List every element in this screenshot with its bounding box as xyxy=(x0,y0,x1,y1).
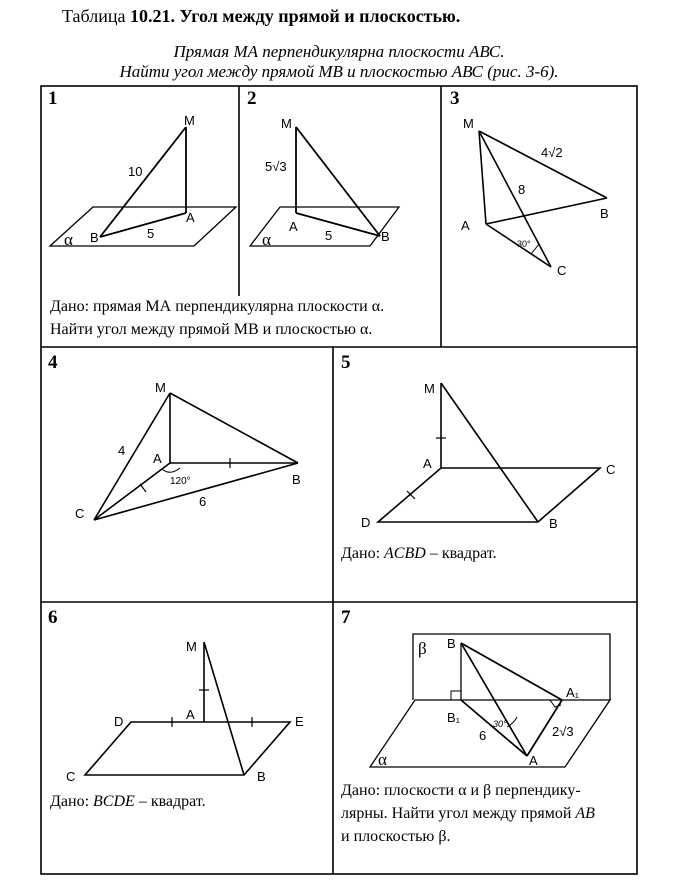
condition-line-1: Прямая МА перпендикулярна плоскости АВС. xyxy=(173,42,505,61)
problem-number-4: 4 xyxy=(48,352,58,373)
problem-number-5: 5 xyxy=(341,352,351,373)
fig5-label-b: B xyxy=(549,516,558,531)
problem-7-line-3: и плоскостью β. xyxy=(341,828,451,845)
fig6-label-m: M xyxy=(186,639,197,654)
fig6-label-e: E xyxy=(295,714,304,729)
fig3-label-angle: 30° xyxy=(517,239,531,249)
fig2-label-m: M xyxy=(281,116,292,131)
problem-number-7: 7 xyxy=(341,607,351,628)
fig2-label-ma: 5√3 xyxy=(265,159,287,174)
fig7-label-aa1: 2√3 xyxy=(552,724,574,739)
fig4-label-mc: 4 xyxy=(118,443,126,458)
fig6-label-b: B xyxy=(257,769,266,784)
fig7-label-ab1: 6 xyxy=(479,728,487,743)
fig4-label-c: C xyxy=(75,506,85,521)
problem-number-6: 6 xyxy=(48,607,58,628)
fig1-label-a: A xyxy=(186,210,195,225)
problem-number-3: 3 xyxy=(450,88,460,109)
fig3-label-b: B xyxy=(600,206,609,221)
fig4-label-a: A xyxy=(153,451,162,466)
fig1-label-ab: 5 xyxy=(147,226,155,241)
fig5-label-d: D xyxy=(361,515,371,530)
problems-1-2-given: Дано: прямая МА перпендикулярна плоскости α. xyxy=(50,298,385,315)
fig1-label-alpha: α xyxy=(64,230,73,249)
condition-line-2: Найти угол между прямой МВ и плоскостью АВС (рис. 3-6). xyxy=(119,62,559,81)
fig1-label-b: B xyxy=(90,230,99,245)
fig7-label-beta: β xyxy=(418,639,427,658)
problem-number-2: 2 xyxy=(247,88,257,109)
fig2-label-alpha: α xyxy=(262,230,271,249)
problem-7-line-2: лярны. Найти угол между прямой AB xyxy=(341,805,595,822)
fig7-label-a: A xyxy=(529,753,538,768)
problem-5-given: Дано: ACBD – квадрат. xyxy=(341,545,497,562)
fig3-label-mb: 4√2 xyxy=(541,145,563,160)
fig2-label-ab: 5 xyxy=(325,228,333,243)
fig2-label-a: A xyxy=(289,219,298,234)
fig7-label-b1: B₁ xyxy=(447,710,461,725)
fig6-label-c: C xyxy=(66,769,76,784)
fig3-label-c: C xyxy=(557,263,567,278)
problems-1-2-question: Найти угол между прямой МВ и плоскостью α. xyxy=(50,321,373,338)
fig5-label-a: A xyxy=(423,456,432,471)
fig7-label-a1: A₁ xyxy=(566,685,580,700)
fig7-label-angle: 30° xyxy=(493,719,507,729)
fig7-label-alpha: α xyxy=(378,750,387,769)
fig4-label-m: M xyxy=(155,380,166,395)
fig1-label-m: M xyxy=(184,113,195,128)
fig5-label-c: C xyxy=(606,462,616,477)
fig1-label-mb: 10 xyxy=(128,164,143,179)
fig4-label-b: B xyxy=(292,472,301,487)
fig3-label-mc: 8 xyxy=(518,182,526,197)
fig6-label-d: D xyxy=(114,714,124,729)
fig4-label-cb: 6 xyxy=(199,494,207,509)
fig5-label-m: M xyxy=(424,381,435,396)
fig7-label-b: B xyxy=(447,636,456,651)
problem-number-1: 1 xyxy=(48,88,58,109)
problem-6-given: Дано: BCDE – квадрат. xyxy=(50,793,206,810)
page-title: Таблица 10.21. Угол между прямой и плоскостью. xyxy=(62,6,461,26)
fig3-label-a: A xyxy=(461,218,470,233)
fig6-label-a: A xyxy=(186,707,195,722)
fig2-label-b: B xyxy=(381,229,390,244)
problem-7-line-1: Дано: плоскости α и β перпендику- xyxy=(341,782,581,799)
fig3-label-m: M xyxy=(463,116,474,131)
fig4-label-angle: 120° xyxy=(170,476,191,487)
